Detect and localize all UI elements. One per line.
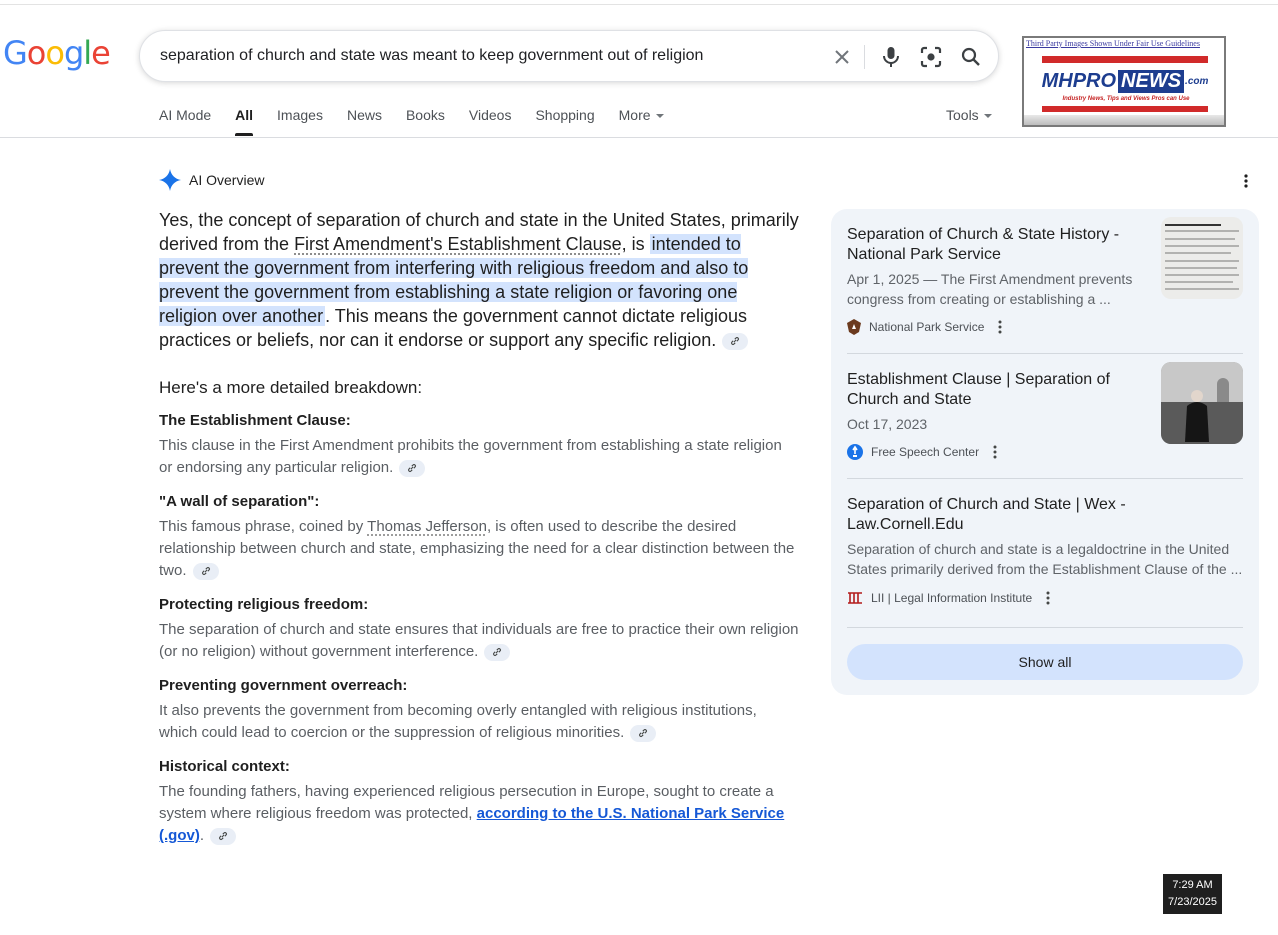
- citation-link-icon[interactable]: [630, 725, 656, 742]
- tools-label: Tools: [946, 107, 979, 123]
- source-title[interactable]: Establishment Clause | Separation of Church and State: [847, 371, 1110, 408]
- item-text: It also prevents the government from becoming overly entangled with religious institutions, which could lead to coercion or the suppression of religious minorities.: [159, 702, 757, 741]
- item-text: This clause in the First Amendment prohibits the government from establishing a state religion or endorsing any particular religion.: [159, 437, 782, 476]
- list-item: [159, 596, 799, 663]
- ad-shadow: [1024, 115, 1224, 125]
- search-tabs: [159, 107, 688, 137]
- item-body: [159, 700, 799, 744]
- list-item: [159, 493, 799, 582]
- source-card[interactable]: [847, 495, 1243, 615]
- citation-link-icon[interactable]: [193, 563, 219, 580]
- lii-logo-icon: [847, 592, 863, 604]
- clock-time: 7:29 AM: [1172, 879, 1213, 891]
- nps-arrowhead-icon: [847, 319, 861, 335]
- ai-overview-content: [159, 208, 799, 861]
- nps-source-link[interactable]: according to the U.S. National Park Service (.gov): [159, 805, 785, 844]
- thomas-jefferson-link[interactable]: Thomas Jefferson: [367, 518, 487, 535]
- item-text: The separation of church and state ensures that individuals are free to practice their own religion (or no religion) without government interference.: [159, 621, 799, 660]
- microphone-icon[interactable]: [877, 43, 905, 71]
- list-item: [159, 758, 799, 847]
- top-border: [0, 4, 1278, 5]
- item-text: .: [199, 827, 204, 844]
- source-name: National Park Service: [869, 320, 985, 334]
- ad-brand-part3: .com: [1185, 75, 1209, 87]
- tools-button[interactable]: [946, 107, 992, 123]
- item-body: [159, 619, 799, 663]
- divider: [847, 353, 1243, 354]
- tab-images[interactable]: Images: [277, 107, 323, 123]
- citation-link-icon[interactable]: [722, 333, 748, 350]
- citation-link-icon[interactable]: [399, 460, 425, 477]
- tab-shopping[interactable]: Shopping: [535, 107, 595, 123]
- search-box[interactable]: [139, 30, 999, 82]
- camera-lens-icon[interactable]: [917, 43, 945, 71]
- sources-panel: [831, 209, 1259, 695]
- ai-overview-header: [159, 169, 264, 191]
- source-name: Free Speech Center: [871, 445, 980, 459]
- divider: [864, 45, 865, 69]
- clear-icon[interactable]: [828, 43, 856, 71]
- more-options-icon[interactable]: [993, 445, 997, 459]
- tab-more-label: More: [618, 107, 651, 123]
- ad-bar-top: [1042, 56, 1208, 63]
- show-all-button[interactable]: Show all: [847, 644, 1243, 680]
- source-name: LII | Legal Information Institute: [871, 591, 1033, 605]
- fair-use-disclaimer: Third Party Images Shown Under Fair Use Guidelines: [1026, 39, 1200, 48]
- item-body: [159, 781, 799, 847]
- photo-thumbnail[interactable]: [1161, 362, 1243, 444]
- source-card[interactable]: [847, 370, 1243, 470]
- tab-videos[interactable]: Videos: [468, 107, 512, 123]
- ai-overview-label: AI Overview: [189, 172, 265, 188]
- tab-more[interactable]: [619, 107, 664, 137]
- citation-link-icon[interactable]: [210, 828, 236, 845]
- list-item: [159, 412, 799, 479]
- list-item: [159, 677, 799, 744]
- more-options-icon[interactable]: [1244, 174, 1248, 193]
- source-snippet: Separation of church and state is a legaldoctrine in the United States primarily derived from the Establishment Clause of the ...: [847, 541, 1243, 577]
- ad-brand-part2: NEWS: [1118, 70, 1184, 93]
- taskbar-clock[interactable]: [1163, 874, 1222, 914]
- ad-brand: [1036, 68, 1214, 94]
- citation-link-icon[interactable]: [484, 644, 510, 661]
- divider: [847, 627, 1243, 628]
- item-title: The Establishment Clause:: [159, 412, 351, 429]
- item-body: [159, 516, 799, 582]
- clock-date: 7/23/2025: [1168, 896, 1217, 908]
- tab-books[interactable]: Books: [405, 107, 445, 123]
- divider: [847, 478, 1243, 479]
- tab-all[interactable]: All: [235, 107, 253, 137]
- tab-news[interactable]: News: [346, 107, 382, 123]
- source-site: [847, 444, 997, 460]
- source-title[interactable]: Separation of Church and State | Wex - Law.Cornell.Edu: [847, 496, 1126, 533]
- more-options-icon[interactable]: [1046, 591, 1050, 605]
- item-text: , is often used to describe the desired relationship between church and state, emphasizing the need for a clear distinction between the two.: [159, 518, 795, 579]
- establishment-clause-link[interactable]: First Amendment's Establishment Clause: [294, 234, 622, 254]
- tab-ai-mode[interactable]: AI Mode: [159, 107, 212, 123]
- sparkle-icon: [159, 169, 181, 191]
- source-title[interactable]: Separation of Church & State History - National Park Service: [847, 226, 1120, 263]
- lead-text-3: . This means the government cannot dictate religious practices or beliefs, nor can it endorse or support any specific religion.: [159, 306, 748, 350]
- item-text: The founding fathers, having experienced religious persecution in Europe, sought to create a system where religious freedom was protected,: [159, 783, 774, 822]
- document-thumbnail[interactable]: [1161, 217, 1243, 299]
- source-date: Oct 17, 2023: [847, 416, 928, 432]
- ad-brand-part1: MHPRO: [1041, 69, 1117, 92]
- source-site: [847, 319, 1002, 335]
- caret-down-icon: [656, 114, 664, 118]
- item-title: Preventing government overreach:: [159, 677, 408, 694]
- search-input[interactable]: separation of church and state was meant to keep government out of religion: [160, 47, 704, 64]
- mhpronews-logo-ad: [1022, 36, 1226, 127]
- source-snippet: Apr 1, 2025 — The First Amendment prevents congress from creating or establishing a ...: [847, 271, 1133, 307]
- lead-highlight: intended to prevent the government from interfering with religious freedom and also to prevent the government from establishing a state religion or favoring one religion over another: [159, 234, 749, 326]
- item-body: [159, 435, 799, 479]
- ad-tagline: Industry News, Tips and Views Pros can Use: [1062, 96, 1190, 102]
- search-icon[interactable]: [957, 43, 985, 71]
- lead-text-2: , is: [621, 234, 650, 254]
- item-title: Protecting religious freedom:: [159, 596, 369, 613]
- lead-text-1: Yes, the concept of separation of church and state in the United States, primarily derived from the: [159, 210, 799, 254]
- header-divider: [0, 137, 1278, 138]
- ad-bar-bottom: [1042, 106, 1208, 112]
- google-logo[interactable]: Google: [3, 34, 110, 72]
- more-options-icon[interactable]: [998, 320, 1002, 334]
- item-text: This famous phrase, coined by: [159, 518, 368, 535]
- breakdown-heading: Here's a more detailed breakdown:: [159, 378, 423, 397]
- item-title: Historical context:: [159, 758, 290, 775]
- item-title: "A wall of separation":: [159, 493, 320, 510]
- source-card[interactable]: [847, 225, 1243, 345]
- ai-overview-lead: [159, 208, 799, 352]
- caret-down-icon: [984, 114, 992, 118]
- free-speech-center-icon: [847, 444, 863, 460]
- source-site: [847, 591, 1050, 605]
